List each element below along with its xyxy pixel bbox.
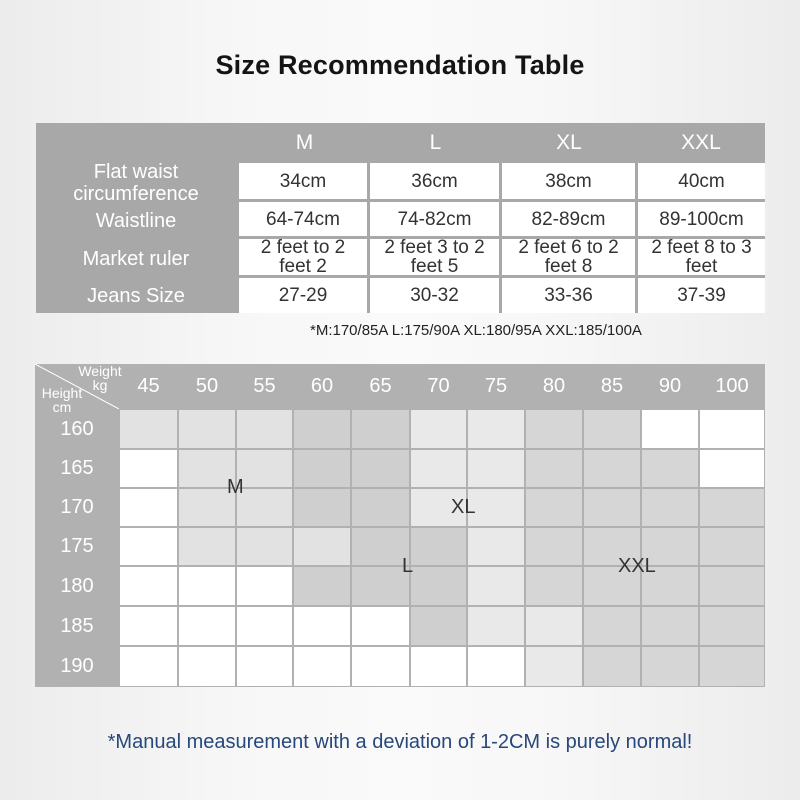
size-zone-cell xyxy=(120,528,177,565)
size-zone-cell xyxy=(526,489,582,526)
size-zone-cell xyxy=(468,607,524,645)
size-cell: 2 feet 6 to 2 feet 8 xyxy=(502,239,635,275)
size-cell: 82-89cm xyxy=(502,202,635,236)
page-title: Size Recommendation Table xyxy=(215,50,585,80)
size-zone-cell xyxy=(584,647,640,686)
size-zone-cell xyxy=(700,410,764,448)
size-zone-cell xyxy=(237,528,292,565)
height-label: 185 xyxy=(60,614,94,637)
size-zone-cell xyxy=(120,647,177,686)
size-zone-cell xyxy=(411,647,466,686)
size-zone-cell xyxy=(700,450,764,487)
size-cell: 64-74cm xyxy=(239,202,367,236)
size-zone-cell xyxy=(642,647,698,686)
height-label: 160 xyxy=(60,417,94,440)
zone-label-m: M xyxy=(227,476,244,498)
size-zone-cell xyxy=(642,410,698,448)
size-cell: 74-82cm xyxy=(370,202,499,236)
size-col-m: M xyxy=(295,131,314,154)
size-zone-cell xyxy=(237,450,292,487)
row-label-jeans-size: Jeans Size xyxy=(87,285,185,307)
size-zone-cell xyxy=(237,607,292,645)
size-zone-cell xyxy=(468,528,524,565)
size-zone-cell xyxy=(179,647,235,686)
height-label: 170 xyxy=(60,496,94,518)
size-zone-cell xyxy=(294,567,350,605)
size-zone-cell xyxy=(700,489,764,526)
weight-header: 90 xyxy=(658,375,682,397)
height-label: 180 xyxy=(60,574,94,597)
size-zone-cell xyxy=(120,607,177,645)
size-zone-cell xyxy=(294,450,350,487)
size-zone-cell xyxy=(584,489,640,526)
size-zone-cell xyxy=(237,410,292,448)
row-label-waistline: Waistline xyxy=(95,210,177,232)
size-zone-cell xyxy=(526,528,582,565)
size-zone-cell xyxy=(294,528,350,565)
size-zone-cell xyxy=(642,489,698,526)
size-zone-cell xyxy=(700,647,764,686)
size-zone-cell xyxy=(352,450,409,487)
size-zone-cell xyxy=(700,567,764,605)
weight-header: 65 xyxy=(369,375,392,397)
size-zone-cell xyxy=(411,567,466,605)
size-zone-cell xyxy=(700,607,764,645)
size-zone-cell xyxy=(352,528,409,565)
size-col-xxl: XXL xyxy=(681,131,721,154)
zone-label-l: L xyxy=(402,555,414,577)
size-zone-cell xyxy=(526,647,582,686)
size-zone-cell xyxy=(700,528,764,565)
watermark xyxy=(0,0,800,15)
size-zone-cell xyxy=(468,450,524,487)
size-zone-cell xyxy=(526,410,582,448)
size-zone-cell xyxy=(237,489,292,526)
size-zone-cell xyxy=(179,528,235,565)
size-zone-cell xyxy=(584,450,640,487)
size-cell: 40cm xyxy=(638,163,765,199)
size-zone-cell xyxy=(237,647,292,686)
size-zone-cell xyxy=(352,489,409,526)
size-zone-cell xyxy=(352,567,409,605)
weight-header: 100 xyxy=(715,375,749,397)
weight-header: 55 xyxy=(253,375,276,397)
size-zone-cell xyxy=(120,567,177,605)
size-table xyxy=(36,123,765,313)
zone-label-xl: XL xyxy=(451,496,476,518)
weight-header: 85 xyxy=(600,375,624,397)
size-col-xl: XL xyxy=(556,131,582,154)
size-cell: 37-39 xyxy=(638,278,765,313)
weight-header: 75 xyxy=(484,375,508,397)
size-zone-cell xyxy=(120,489,177,526)
size-zone-cell xyxy=(526,450,582,487)
size-zone-cell xyxy=(294,607,350,645)
weight-header: 70 xyxy=(427,375,450,397)
weight-header: 60 xyxy=(310,375,334,397)
zone-label-xxl: XXL xyxy=(618,555,656,577)
size-cell: 2 feet to 2 feet 2 xyxy=(239,239,367,275)
size-cell: 34cm xyxy=(239,163,367,199)
size-zone-cell xyxy=(642,450,698,487)
height-label: 190 xyxy=(60,655,94,677)
size-zone-cell xyxy=(468,647,524,686)
weight-height-grid xyxy=(35,364,765,687)
size-zone-cell xyxy=(526,607,582,645)
size-zone-cell xyxy=(584,607,640,645)
size-zone-cell xyxy=(411,410,466,448)
size-zone-cell xyxy=(642,607,698,645)
size-zone-cell xyxy=(120,450,177,487)
size-zone-cell xyxy=(411,607,466,645)
size-zone-cell xyxy=(294,647,350,686)
size-zone-cell xyxy=(352,647,409,686)
size-code-note: *M:170/85A L:175/90A XL:180/95A XXL:185/100A xyxy=(310,322,642,339)
size-col-l: L xyxy=(429,131,442,154)
size-zone-cell xyxy=(468,489,524,526)
corner-weight-label: Weight kg xyxy=(78,363,122,393)
size-cell: 89-100cm xyxy=(638,202,765,236)
weight-header: 45 xyxy=(137,375,160,397)
size-zone-cell xyxy=(294,489,350,526)
measurement-footnote: *Manual measurement with a deviation of 1-2CM is purely normal! xyxy=(107,731,693,753)
size-zone-cell xyxy=(526,567,582,605)
size-zone-cell xyxy=(179,567,235,605)
size-cell: 2 feet 3 to 2 feet 5 xyxy=(370,239,499,275)
row-label-market-ruler: Market ruler xyxy=(82,248,190,270)
weight-header: 50 xyxy=(195,375,219,397)
row-label-flat-waist: Flat waist circumference xyxy=(73,161,199,205)
size-zone-cell xyxy=(352,410,409,448)
size-zone-cell xyxy=(468,410,524,448)
size-zone-cell xyxy=(294,410,350,448)
size-cell: 36cm xyxy=(370,163,499,199)
corner-height-label: Height cm xyxy=(41,385,83,415)
height-label: 175 xyxy=(60,535,94,557)
size-zone-cell xyxy=(179,410,235,448)
size-cell: 33-36 xyxy=(502,278,635,313)
size-zone-cell xyxy=(352,607,409,645)
weight-header: 80 xyxy=(542,375,566,397)
size-cell: 2 feet 8 to 3 feet xyxy=(638,239,765,275)
size-zone-cell xyxy=(120,410,177,448)
size-zone-cell xyxy=(584,410,640,448)
size-zone-cell xyxy=(411,528,466,565)
size-cell: 27-29 xyxy=(239,278,367,313)
size-zone-cell xyxy=(179,607,235,645)
size-zone-cell xyxy=(411,450,466,487)
size-cell: 30-32 xyxy=(370,278,499,313)
size-zone-cell xyxy=(237,567,292,605)
size-zone-cell xyxy=(468,567,524,605)
size-cell: 38cm xyxy=(502,163,635,199)
height-label: 165 xyxy=(60,457,94,479)
